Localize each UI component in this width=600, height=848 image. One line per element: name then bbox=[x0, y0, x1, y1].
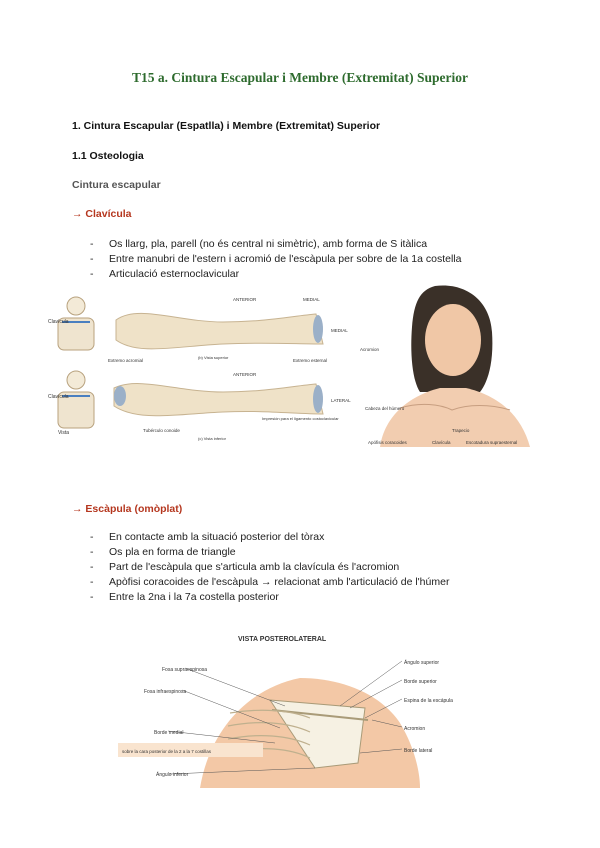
label-impression: Impresión para el ligamento costoclavicular bbox=[262, 416, 339, 421]
figure3-title: VISTA POSTEROLATERAL bbox=[238, 636, 327, 643]
label-sobre-cara: sobre la cara posterior de la 2 a la 7 costillas bbox=[122, 749, 212, 754]
label-borde-medial: Borde medial bbox=[154, 730, 184, 736]
shoulders bbox=[380, 388, 530, 447]
label-coracoid: Apófisis coracoides bbox=[368, 440, 407, 445]
label-humerus-head: Cabeza del húmero bbox=[365, 406, 405, 411]
acromial-end-cartilage bbox=[114, 386, 126, 406]
label-clavicle: Clavícula bbox=[432, 440, 451, 445]
face bbox=[425, 304, 481, 376]
label-anterior: ANTERIOR bbox=[233, 297, 257, 302]
heading-cintura-escapular: Cintura escapular bbox=[72, 179, 161, 191]
label-acromial-end: Extremo acromial bbox=[108, 358, 144, 363]
label-acromion-3: Acromion bbox=[404, 726, 426, 732]
small-clavicula-label: Clavícula bbox=[48, 319, 69, 325]
label-borde-superior: Borde superior bbox=[404, 679, 437, 685]
escapula-bullet: - Os pla en forma de triangle bbox=[90, 545, 449, 560]
label-medial: MEDIAL bbox=[303, 297, 320, 302]
clavicle-views-figure bbox=[48, 292, 358, 442]
surface-anatomy-figure bbox=[360, 282, 535, 447]
label-fosa-infraespinosa: Fosa infraespinosa bbox=[144, 689, 187, 695]
label-sternal-end: Extremo esternal bbox=[293, 358, 328, 363]
clavicle-inferior-bone bbox=[114, 384, 323, 416]
escapula-bullet: - En contacte amb la situació posterior del tòrax bbox=[90, 530, 449, 545]
escapula-bullet: - Apòfisi coracoides de l'escàpula → relacionat amb l'articulació de l'húmer bbox=[90, 575, 449, 590]
clavicle-superior-bone bbox=[116, 313, 323, 349]
label-angulo-inferior: Ángulo inferior bbox=[156, 772, 189, 778]
label-trapezius: Trapecio bbox=[452, 428, 470, 433]
small-clavicula-label-2: Clavícula bbox=[48, 394, 69, 400]
heading-osteologia: 1.1 Osteologia bbox=[72, 150, 144, 162]
label-angulo-superior: Ángulo superior bbox=[404, 660, 440, 666]
caption-inferior-view: (c) Vista inferior bbox=[198, 436, 226, 441]
label-fosa-supraespinosa: Fosa supraespinosa bbox=[162, 667, 208, 673]
label-borde-lateral: Borde lateral bbox=[404, 748, 433, 754]
label-lateral: LATERAL bbox=[331, 398, 351, 403]
sternal-end-cartilage bbox=[313, 315, 323, 343]
escapula-bullet: - Entre la 2na i la 7a costella posterior bbox=[90, 590, 449, 605]
escapula-bullet: - Part de l'escàpula que s'articula amb la clavícula és l'acromion bbox=[90, 560, 449, 575]
scapula-posterolateral-figure bbox=[110, 628, 480, 788]
document-title: T15 a. Cintura Escapular i Membre (Extremitat) Superior bbox=[132, 70, 468, 85]
clavicula-bullet: - Os llarg, pla, parell (no és central ni simètric), amb forma de S itàlica bbox=[90, 237, 461, 252]
heading-section-1: 1. Cintura Escapular (Espatlla) i Membre (Extremitat) Superior bbox=[72, 120, 381, 132]
escapula-bullet-list bbox=[90, 530, 449, 605]
label-medial-side: MEDIAL bbox=[331, 328, 348, 333]
label-espina: Espina de la escápula bbox=[404, 698, 453, 704]
label-supraesternal: Escotadura supraesternal bbox=[466, 440, 518, 445]
label-acromion: Acromion bbox=[360, 347, 380, 352]
label-conoid: Tubérculo conoide bbox=[143, 428, 180, 433]
clavicula-bullet-list bbox=[90, 237, 461, 282]
label-anterior-2: ANTERIOR bbox=[233, 372, 257, 377]
caption-superior-view: (b) Vista superior bbox=[198, 355, 229, 360]
clavicula-heading: → Clavícula bbox=[72, 208, 132, 220]
clavicula-bullet: - Articulació esternoclavicular bbox=[90, 267, 461, 282]
clavicula-bullet: - Entre manubri de l'estern i acromió de l'escàpula per sobre de la 1a costella bbox=[90, 252, 461, 267]
sternal-end-cartilage-2 bbox=[313, 385, 323, 413]
small-vista-label: Vista bbox=[58, 430, 70, 436]
escapula-heading: → Escàpula (omòplat) bbox=[72, 503, 183, 515]
